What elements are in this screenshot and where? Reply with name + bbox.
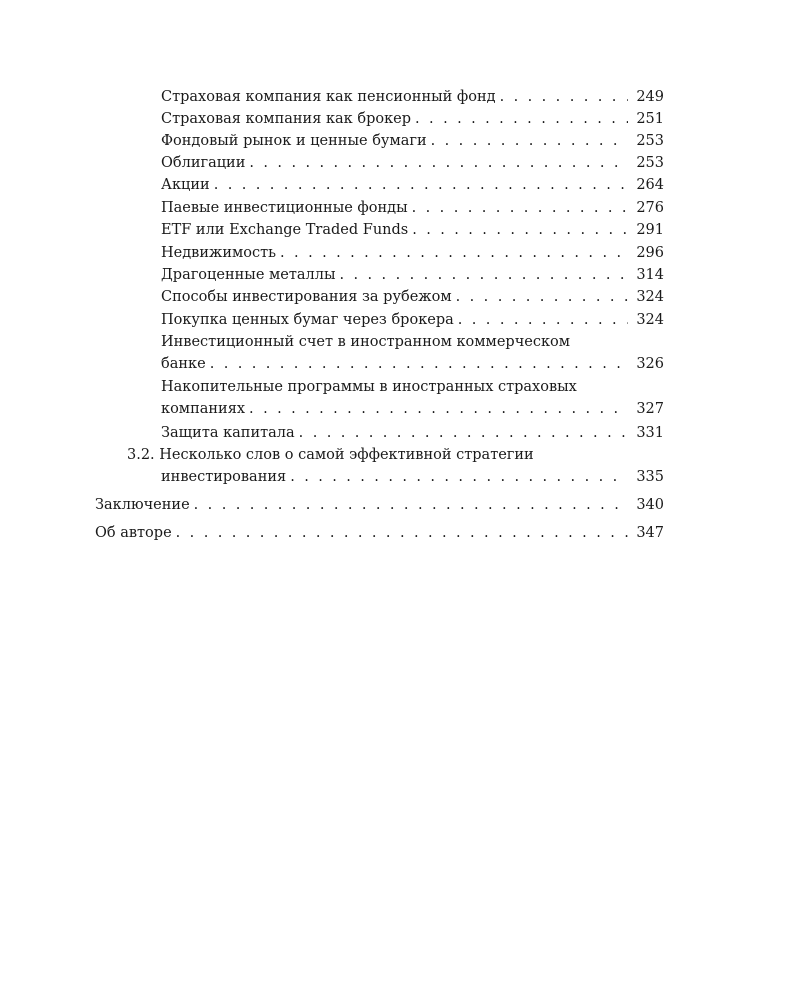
dot-leader [290,466,628,488]
toc-entry-label: Фондовый рынок и ценные бумаги [161,133,427,149]
toc-entry [161,309,664,331]
toc-entry-page: 324 [636,312,664,328]
dot-leader [299,422,628,444]
toc-section [127,444,664,488]
toc-entry-page: 253 [636,155,664,171]
toc-entry-page: 327 [636,401,664,417]
toc-entry-label: Акции [161,177,210,193]
toc-chapter-page: 340 [636,497,664,513]
dot-leader [458,309,628,331]
toc-entry-page: 326 [636,356,664,372]
toc-entry-page: 276 [636,200,664,216]
toc-entry-label: Защита капитала [161,425,295,441]
toc-entry-page: 264 [636,177,664,193]
toc-entry-page: 253 [636,133,664,149]
toc-entry [161,331,664,375]
toc-entry-label: Страховая компания как брокер [161,111,412,127]
toc-chapter-label: Об авторе [95,525,172,541]
toc-entry-page: 291 [636,222,664,238]
toc-entry [161,86,664,108]
toc-entry [161,422,664,444]
toc-entry [161,242,664,264]
toc-section-label-line1: 3.2. Несколько слов о самой эффективной стратегии [127,447,534,463]
dot-leader [280,242,628,264]
toc-entry [161,108,664,130]
dot-leader [412,219,628,241]
toc-entry [161,152,664,174]
dot-leader [176,522,628,544]
dot-leader [194,494,628,516]
toc-entry-label: Покупка ценных бумаг через брокера [161,312,454,328]
toc-entry-label: Способы инвестирования за рубежом [161,289,452,305]
toc-section-page: 335 [636,469,664,485]
toc-entry [161,264,664,286]
toc-entry-label-line2: банке [161,356,206,372]
toc-entry-label-line1: Инвестиционный счет в иностранном коммерческом [161,334,571,350]
toc-entry-page: 296 [636,245,664,261]
toc-entry-label: Облигации [161,155,246,171]
toc-entry-label-line2: компаниях [161,401,246,417]
toc-entry-page: 324 [636,289,664,305]
dot-leader [415,108,628,130]
toc-section-label-line2: инвестирования [161,469,287,485]
dot-leader [340,264,629,286]
toc-entry-label: Паевые инвестиционные фонды [161,200,408,216]
toc-chapter [95,494,664,516]
dot-leader [500,86,628,108]
toc-entry-label-line1: Накопительные программы в иностранных страховых [161,379,577,395]
toc-entry-page: 251 [636,111,664,127]
toc-entry-page: 249 [636,89,664,105]
toc-entry-page: 331 [636,425,664,441]
dot-leader [412,197,628,219]
toc-entry-label: Недвижимость [161,245,277,261]
toc-entry-page: 314 [636,267,664,283]
toc-entry [161,376,664,420]
dot-leader [210,353,628,375]
toc-entry [161,197,664,219]
toc-entry-label: ETF или Exchange Traded Funds [161,222,409,238]
dot-leader [431,130,628,152]
dot-leader [214,174,628,196]
dot-leader [456,286,628,308]
dot-leader [249,152,628,174]
toc-entry [161,174,664,196]
toc-entry [161,219,664,241]
toc-entry [161,286,664,308]
toc-entry-label: Страховая компания как пенсионный фонд [161,89,496,105]
toc-chapter-page: 347 [636,525,664,541]
toc-entry [161,130,664,152]
toc-entry-label: Драгоценные металлы [161,267,336,283]
dot-leader [249,398,628,420]
toc-chapter [95,522,664,544]
toc-chapter-label: Заключение [95,497,190,513]
